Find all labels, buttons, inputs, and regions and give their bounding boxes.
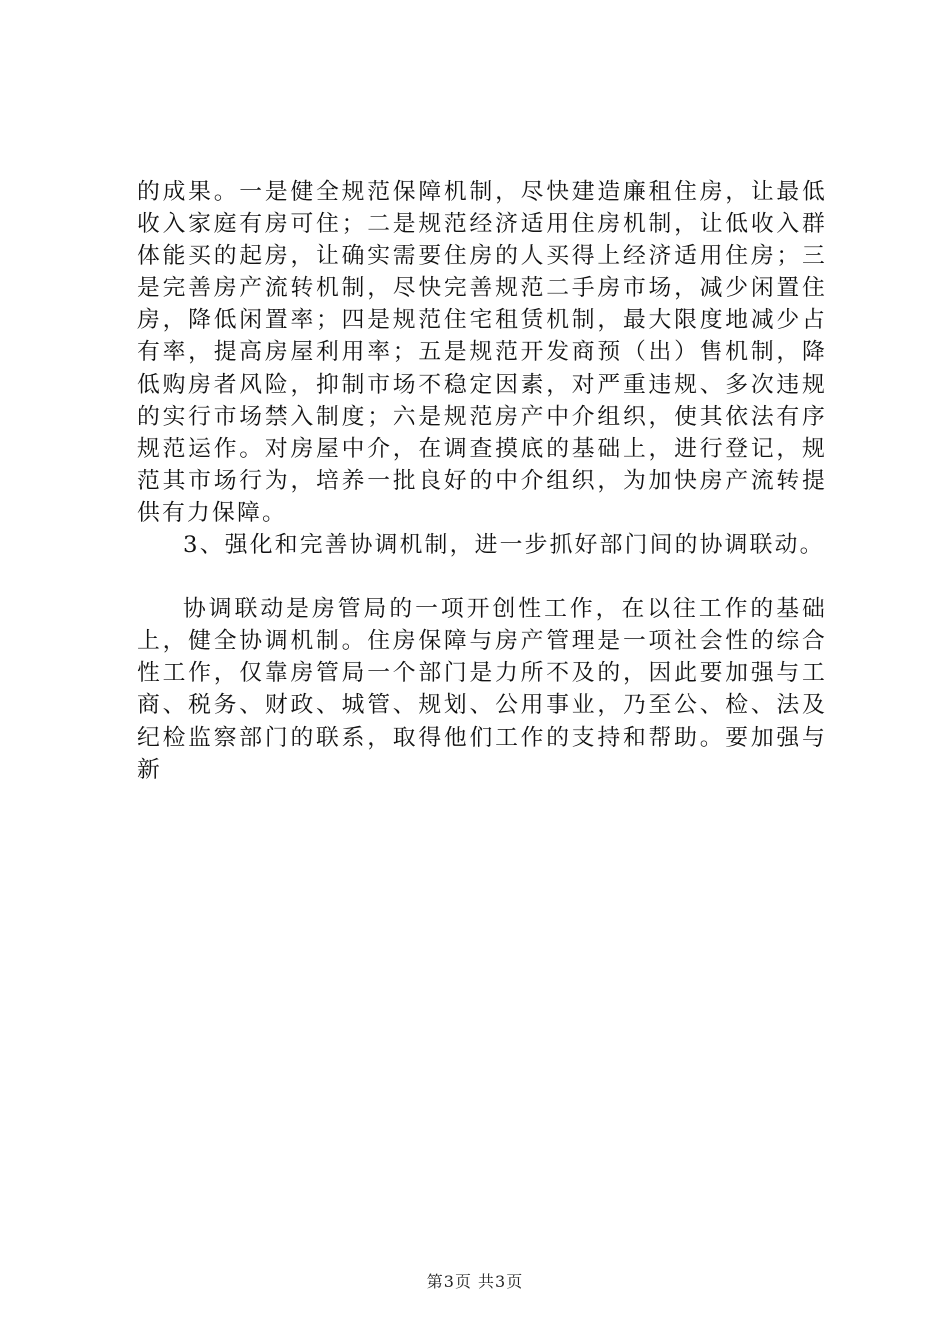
paragraph-housing-mechanisms: 的成果。一是健全规范保障机制，尽快建造廉租住房，让最低收入家庭有房可住；二是规范经济适用住房机制，让低收入群体能买的起房，让确实需要住房的人买得上经济适用住房；三是完善房产流转机制，尽快完善规范二手房市场，减少闲置住房，降低闲置率；四是规范住宅租赁机制，最大限度地减少占有率，提高房屋利用率；五是规范开发商预（出）售机制，降低购房者风险，抑制市场不稳定因素，对严重违规、多次违规的实行市场禁入制度；六是规范房产中介组织，使其依法有序规范运作。对房屋中介，在调查摸底的基础上，进行登记，规范其市场行为，培养一批良好的中介组织，为加快房产流转提供有力保障。 <box>137 179 827 526</box>
section-heading-coordination: 3、强化和完善协调机制，进一步抓好部门间的协调联动。 <box>183 532 825 559</box>
paragraph-gap <box>137 561 827 593</box>
page-number-footer: 第3页 共3页 <box>426 1272 524 1291</box>
document-body <box>137 176 827 786</box>
paragraph-coordination-linkage: 协调联动是房管局的一项开创性工作，在以往工作的基础上，健全协调机制。住房保障与房产管理是一项社会性的综合性工作，仅靠房管局一个部门是力所不及的，因此要加强与工商、税务、财政、城管、规划、公用事业，乃至公、检、法及纪检监察部门的联系，取得他们工作的支持和帮助。要加强与新 <box>137 596 827 783</box>
